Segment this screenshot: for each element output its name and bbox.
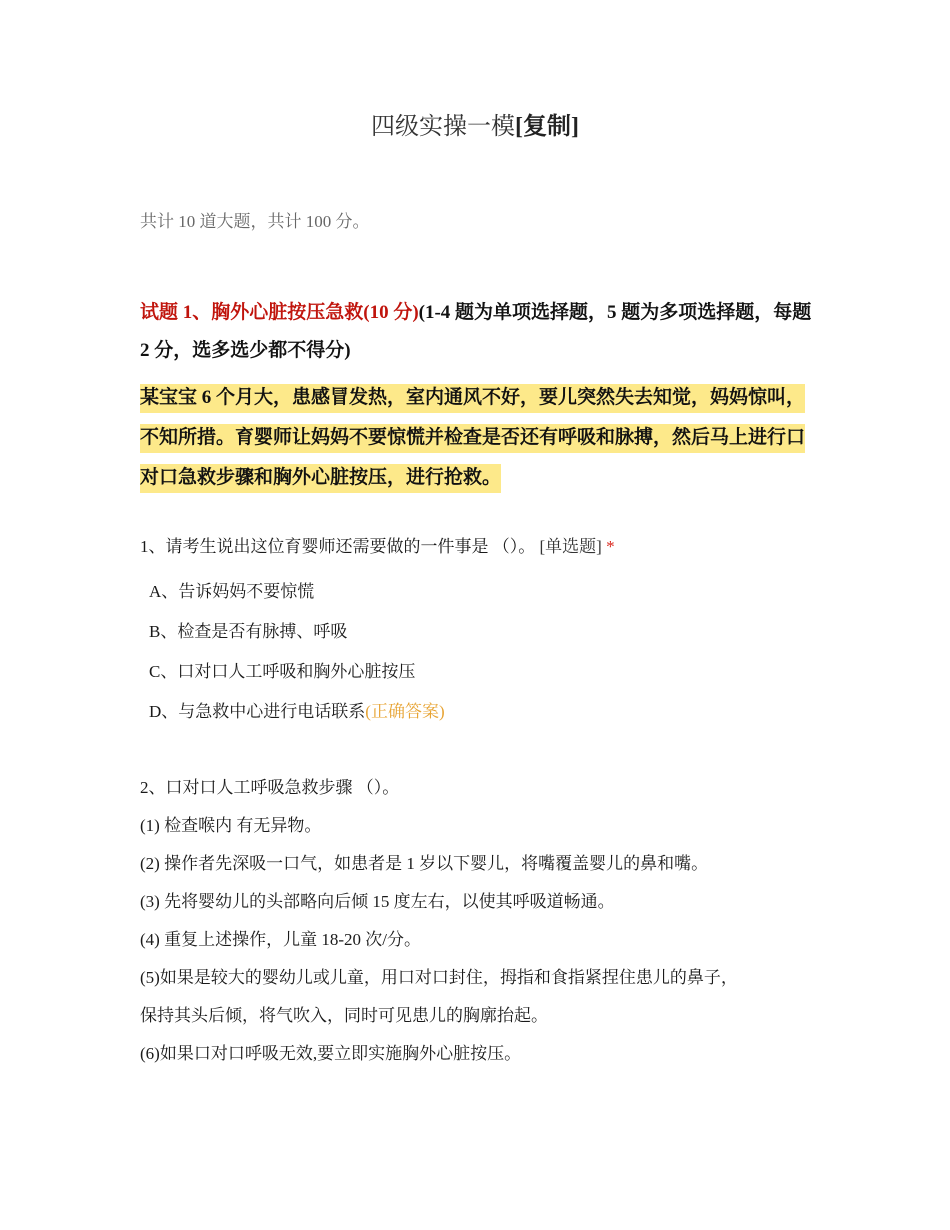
title-suffix: [复制] xyxy=(515,114,579,140)
option-a[interactable] xyxy=(149,578,445,618)
step-6: (6)如果口对口呼吸无效,要立即实施胸外心脏按压。 xyxy=(140,1044,522,1063)
correct-answer-note: (正确答案) xyxy=(365,702,445,721)
option-d[interactable] xyxy=(149,698,445,738)
step-3: (3) 先将婴幼儿的头部略向后倾 15 度左右，以使其呼吸道畅通。 xyxy=(140,892,615,911)
required-mark: * xyxy=(606,537,615,556)
title-main: 四级实操一模 xyxy=(371,114,515,140)
option-c[interactable] xyxy=(149,658,445,698)
option-label: A、告诉妈妈不要惊慌 xyxy=(149,582,315,601)
scenario-text xyxy=(140,378,820,498)
scenario-highlight: 某宝宝 6 个月大，患感冒发热，室内通风不好，要儿突然失去知觉，妈妈惊叫，不知所措。育婴师让妈妈不要惊慌并检查是否还有呼吸和脉搏，然后马上进行口对口急救步骤和胸外心脏按压，进行抢救。 xyxy=(140,384,805,493)
section-heading xyxy=(140,294,820,370)
section-heading-instructions: (1-4 题为单项选择题，5 题为多项选择题，每题 2 分，选多选少都不得分) xyxy=(140,302,812,361)
step-4: (4) 重复上述操作，儿童 18-20 次/分。 xyxy=(140,930,421,949)
step-1: (1) 检查喉内 有无异物。 xyxy=(140,816,322,835)
option-b[interactable] xyxy=(149,618,445,658)
page-title xyxy=(140,110,810,144)
step-5-continued: 保持其头后倾，将气吹入，同时可见患儿的胸廓抬起。 xyxy=(140,1006,548,1025)
exam-summary: 共计 10 道大题，共计 100 分。 xyxy=(140,212,370,231)
question-type-tag: [单选题] xyxy=(539,537,602,556)
step-2: (2) 操作者先深吸一口气，如患者是 1 岁以下婴儿，将嘴覆盖婴儿的鼻和嘴。 xyxy=(140,854,709,873)
section-heading-title: 试题 1、胸外心脏按压急救(10 分) xyxy=(140,302,419,323)
question-1-options xyxy=(149,578,445,738)
step-5: (5)如果是较大的婴幼儿或儿童，用口对口封住，拇指和食指紧捏住患儿的鼻子， xyxy=(140,968,738,987)
question-2 xyxy=(140,774,820,1078)
question-1-stem xyxy=(140,533,615,561)
option-label: B、检查是否有脉搏、呼吸 xyxy=(149,622,348,641)
question-2-text: 2、口对口人工呼吸急救步骤 （）。 xyxy=(140,778,400,797)
option-label: C、口对口人工呼吸和胸外心脏按压 xyxy=(149,662,416,681)
question-1-text: 1、请考生说出这位育婴师还需要做的一件事是 （）。 xyxy=(140,537,536,556)
option-label: D、与急救中心进行电话联系 xyxy=(149,702,366,721)
